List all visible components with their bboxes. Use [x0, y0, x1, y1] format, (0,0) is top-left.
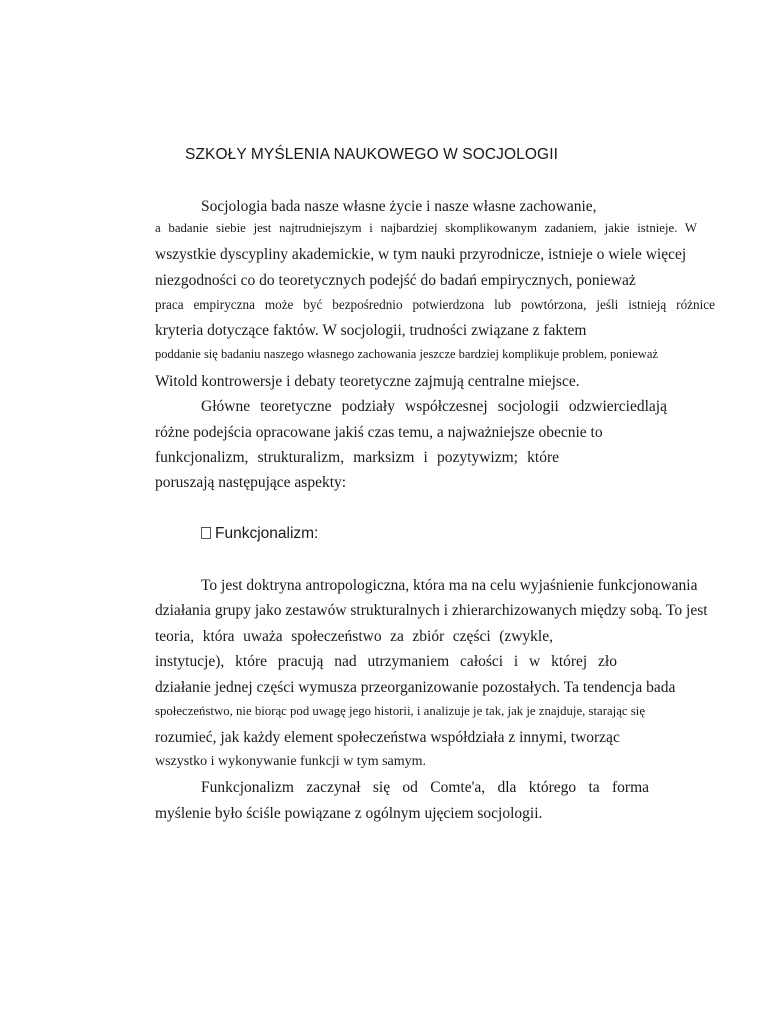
- p1-line-4: niezgodności co do teoretycznych podejść do badań empirycznych, ponieważ: [155, 272, 636, 289]
- p3-line-4: instytucje), które pracują nad utrzymaniem całości i w której zło: [155, 653, 617, 670]
- p3-line-6: społeczeństwo, nie biorąc pod uwagę jego historii, i analizuje je tak, jak je znajduje, starając się: [155, 704, 646, 718]
- p1-line-7: poddanie się badaniu naszego własnego zachowania jeszcze bardziej komplikuje problem, ponieważ: [155, 347, 658, 361]
- p1-line-5: praca empiryczna może być bezpośrednio potwierdzona lub powtórzona, jeśli istnieją różnice: [155, 297, 715, 312]
- p2-line-2: różne podejścia opracowane jakiś czas temu, a najważniejsze obecnie to: [155, 424, 603, 441]
- p1-line-8: Witold kontrowersje i debaty teoretyczne zajmują centralne miejsce.: [155, 373, 580, 390]
- p3-line-3: teoria, która uważa społeczeństwo za zbiór części (zwykle,: [155, 628, 553, 645]
- p4-line-1: Funkcjonalizm zaczynał się od Comte'a, dla którego ta forma: [201, 779, 649, 796]
- p3-line-7: rozumieć, jak każdy element społeczeństwa współdziała z innymi, tworząc: [155, 729, 620, 746]
- p2-line-4: poruszają następujące aspekty:: [155, 474, 347, 491]
- missing-glyph-icon: [201, 527, 211, 539]
- section-heading: [201, 525, 318, 543]
- p3-line-2: działania grupy jako zestawów strukturalnych i zhierarchizowanych między sobą. To jest: [155, 602, 708, 619]
- document-title: SZKOŁY MYŚLENIA NAUKOWEGO W SOCJOLOGII: [185, 146, 559, 163]
- p1-line-2: a badanie siebie jest najtrudniejszym i najbardziej skomplikowanym zadaniem, jakie istnieje. W: [155, 221, 697, 235]
- p1-line-3: wszystkie dyscypliny akademickie, w tym nauki przyrodnicze, istnieje o wiele więcej: [155, 246, 687, 263]
- p3-line-8: wszystko i wykonywanie funkcji w tym samym.: [155, 754, 427, 769]
- p1-line-6: kryteria dotyczące faktów. W socjologii, trudności związane z faktem: [155, 322, 587, 339]
- p1-line-1: Socjologia bada nasze własne życie i nasze własne zachowanie,: [201, 198, 597, 215]
- p3-line-1: To jest doktryna antropologiczna, która ma na celu wyjaśnienie funkcjonowania: [201, 577, 698, 594]
- p4-line-2: myślenie było ściśle powiązane z ogólnym ujęciem socjologii.: [155, 805, 543, 822]
- section-heading-text: Funkcjonalizm:: [215, 525, 319, 542]
- p3-line-5: działanie jednej części wymusza przeorganizowanie pozostałych. Ta tendencja bada: [155, 679, 676, 696]
- p2-line-1: Główne teoretyczne podziały współczesnej socjologii odzwierciedlają: [201, 398, 667, 415]
- p2-line-3: funkcjonalizm, strukturalizm, marksizm i pozytywizm; które: [155, 449, 559, 466]
